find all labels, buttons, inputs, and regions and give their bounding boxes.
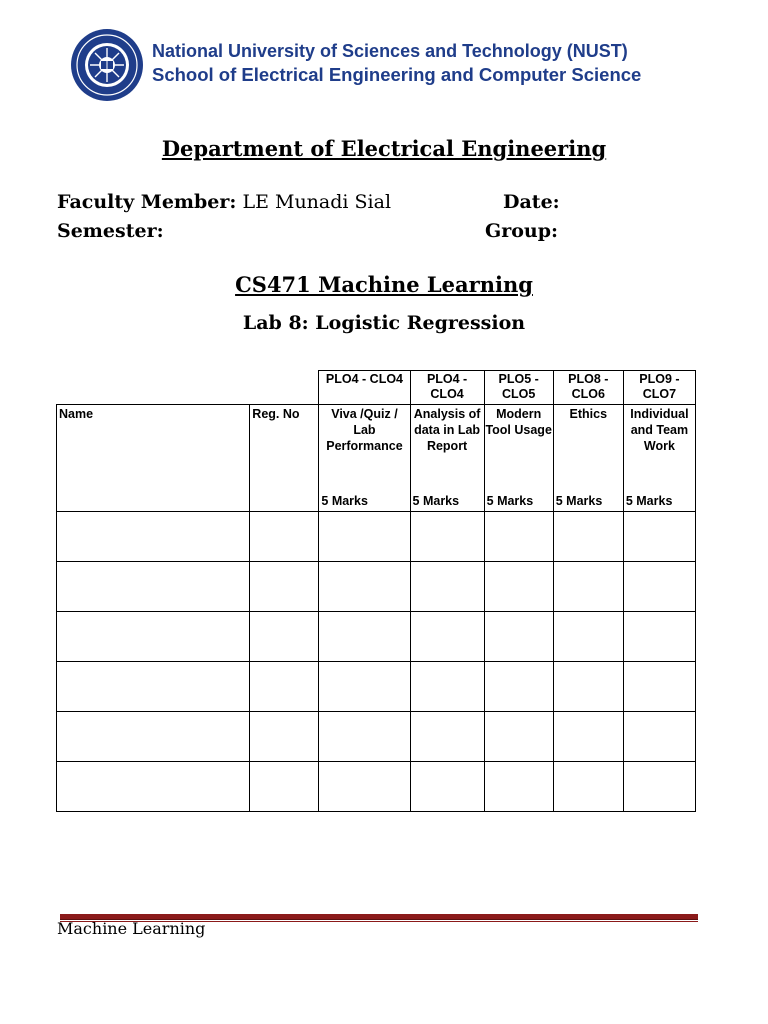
department-title: Department of Electrical Engineering xyxy=(161,136,607,161)
mark-cell[interactable] xyxy=(410,512,484,562)
name-header: Name xyxy=(57,405,250,512)
mark-cell[interactable] xyxy=(623,662,695,712)
criterion-header xyxy=(553,405,623,512)
mark-cell[interactable] xyxy=(484,662,553,712)
mark-cell[interactable] xyxy=(484,562,553,612)
criterion-marks: 5 Marks xyxy=(555,494,603,508)
criterion-desc: Ethics xyxy=(569,407,608,421)
mark-cell[interactable] xyxy=(623,562,695,612)
criterion-marks: 5 Marks xyxy=(412,494,460,508)
reg-cell[interactable] xyxy=(250,712,319,762)
mark-cell[interactable] xyxy=(319,562,410,612)
mark-cell[interactable] xyxy=(319,712,410,762)
mark-cell[interactable] xyxy=(319,612,410,662)
reg-cell[interactable] xyxy=(250,612,319,662)
lab-title: Lab 8: Logistic Regression xyxy=(242,312,526,334)
header-row xyxy=(57,405,696,512)
mark-cell[interactable] xyxy=(553,512,623,562)
reg-cell[interactable] xyxy=(250,562,319,612)
mark-cell[interactable] xyxy=(484,512,553,562)
name-cell[interactable] xyxy=(57,762,250,812)
faculty-label: Faculty Member: xyxy=(57,191,237,213)
table-row xyxy=(57,562,696,612)
table-row xyxy=(57,712,696,762)
faculty-field xyxy=(57,191,391,213)
mark-cell[interactable] xyxy=(484,762,553,812)
mark-cell[interactable] xyxy=(553,762,623,812)
blank-cell xyxy=(57,371,250,405)
criterion-code: PLO8 - CLO6 xyxy=(553,371,623,405)
criterion-header xyxy=(410,405,484,512)
criterion-marks: 5 Marks xyxy=(625,494,673,508)
reg-cell[interactable] xyxy=(250,512,319,562)
blank-cell xyxy=(250,371,319,405)
mark-cell[interactable] xyxy=(410,562,484,612)
criterion-desc: Analysis of data in Lab Report xyxy=(413,407,481,453)
criterion-header xyxy=(484,405,553,512)
mark-cell[interactable] xyxy=(553,662,623,712)
mark-cell[interactable] xyxy=(623,762,695,812)
criterion-header xyxy=(623,405,695,512)
criteria-code-row xyxy=(57,371,696,405)
mark-cell[interactable] xyxy=(319,512,410,562)
name-cell[interactable] xyxy=(57,512,250,562)
criterion-marks: 5 Marks xyxy=(486,494,534,508)
mark-cell[interactable] xyxy=(410,662,484,712)
reg-header: Reg. No xyxy=(250,405,319,512)
mark-cell[interactable] xyxy=(319,762,410,812)
school-name: School of Electrical Engineering and Computer Science xyxy=(152,64,642,85)
course-title: CS471 Machine Learning xyxy=(235,272,533,297)
reg-cell[interactable] xyxy=(250,662,319,712)
group-label: Group: xyxy=(485,220,559,242)
criterion-desc: Viva /Quiz / Lab Performance xyxy=(326,407,403,453)
name-cell[interactable] xyxy=(57,562,250,612)
footer-text: Machine Learning xyxy=(57,919,206,938)
nust-seal-icon xyxy=(70,28,144,102)
criterion-marks: 5 Marks xyxy=(321,494,368,508)
mark-cell[interactable] xyxy=(623,512,695,562)
mark-cell[interactable] xyxy=(410,762,484,812)
mark-cell[interactable] xyxy=(553,562,623,612)
page-header xyxy=(70,28,690,104)
criterion-header xyxy=(319,405,410,512)
criterion-code: PLO9 - CLO7 xyxy=(623,371,695,405)
mark-cell[interactable] xyxy=(410,612,484,662)
criterion-desc: Modern Tool Usage xyxy=(485,407,552,437)
criterion-code: PLO5 - CLO5 xyxy=(484,371,553,405)
name-cell[interactable] xyxy=(57,612,250,662)
mark-cell[interactable] xyxy=(623,712,695,762)
table-row xyxy=(57,512,696,562)
mark-cell[interactable] xyxy=(410,712,484,762)
criterion-code: PLO4 - CLO4 xyxy=(319,371,410,405)
reg-cell[interactable] xyxy=(250,762,319,812)
criterion-desc: Individual and Team Work xyxy=(630,407,689,453)
faculty-value: LE Munadi Sial xyxy=(242,191,392,213)
mark-cell[interactable] xyxy=(553,712,623,762)
table-row xyxy=(57,762,696,812)
name-cell[interactable] xyxy=(57,662,250,712)
mark-cell[interactable] xyxy=(553,612,623,662)
semester-label: Semester: xyxy=(57,220,164,242)
mark-cell[interactable] xyxy=(484,712,553,762)
table-row xyxy=(57,662,696,712)
mark-cell[interactable] xyxy=(484,612,553,662)
date-label: Date: xyxy=(503,191,560,213)
mark-cell[interactable] xyxy=(623,612,695,662)
institution-name: National University of Sciences and Technology (NUST) xyxy=(152,41,628,61)
mark-cell[interactable] xyxy=(319,662,410,712)
name-cell[interactable] xyxy=(57,712,250,762)
table-row xyxy=(57,612,696,662)
criterion-code: PLO4 - CLO4 xyxy=(410,371,484,405)
marks-table xyxy=(56,370,696,812)
